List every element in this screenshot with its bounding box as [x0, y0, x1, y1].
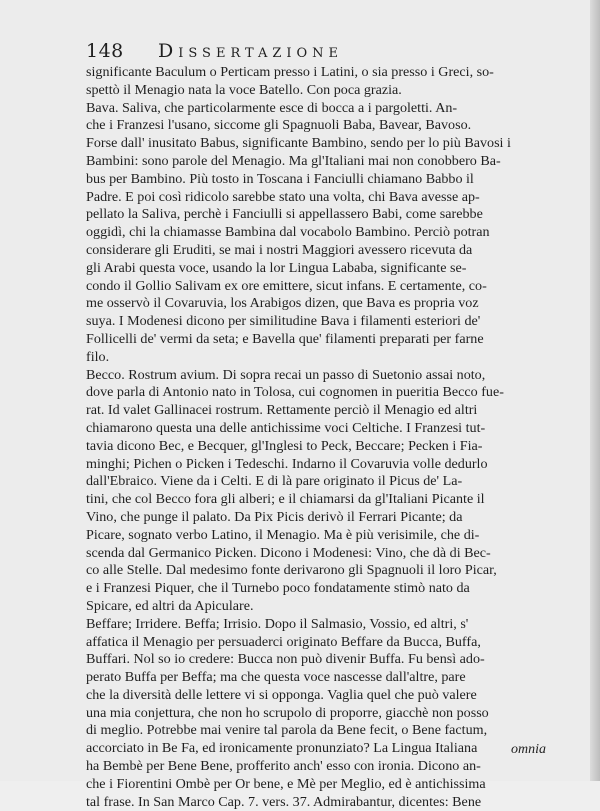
text-line: Spicare, ed altri da Apiculare.	[86, 597, 254, 614]
text-line: dove parla di Antonio nato in Tolosa, cui cognomen in pueritia Becco fue-	[86, 384, 504, 401]
text-line: Buffari. Nol so io credere: Bucca non può divenir Buffa. Fu bensì ado-	[86, 651, 485, 668]
running-title: Dissertazione	[158, 40, 344, 62]
text-line: scenda dal Germanico Picken. Dicono i Modenesi: Vino, che dà di Bec-	[86, 544, 491, 561]
text-line: spettò il Menagio nata la voce Batello. Con poca grazia.	[86, 81, 402, 98]
text-line: affatica il Menagio per persuaderci originato Beffare da Bucca, Buffa,	[86, 633, 481, 650]
paragraph	[86, 367, 556, 616]
text-line: considerare gli Eruditi, se mai i nostri Maggiori avessero ricevuta da	[86, 241, 473, 258]
text-line: Forse dall' inusitato Babus, significante Bambino, sendo per lo più Bavosi i	[86, 135, 511, 152]
text-line: Vino, che punge il palato. Da Pix Picis derivò il Ferrari Picante; da	[86, 508, 463, 525]
catchword: omnia	[511, 742, 546, 757]
text-line: una mia conjettura, che non ho scrupolo di proporre, giacchè non posso	[86, 704, 489, 721]
text-line: ha Bembè per Bene Bene, profferito anch' esso con ironia. Dicono an-	[86, 758, 481, 775]
text-line: condo il Gollio Salivam ex ore emittere, sicut infans. E certamente, co-	[86, 277, 487, 294]
text-line: Bava. Saliva, che particolarmente esce di bocca a i pargoletti. An-	[86, 99, 458, 116]
text-line: di meglio. Potrebbe mai venire tal parola da Bene fecit, o Bene factum,	[86, 722, 488, 739]
text-line: Padre. E poi così ridicolo sarebbe stato una volta, chi Bava avesse ap-	[86, 188, 480, 205]
text-line: che i Fiorentini Ombè per Or bene, e Mè per Meglio, ed è antichissima	[86, 775, 486, 792]
text-line: me osservò il Covaruvia, los Arabigos dizen, que Bava es propria voz	[86, 295, 479, 312]
text-line: oggidì, chi la chiamasse Bambina dal vocabolo Bambino. Perciò potran	[86, 224, 490, 241]
text-line: filo.	[86, 348, 110, 365]
text-line: co alle Stelle. Dal medesimo fonte derivarono gli Spagnuoli il loro Picar,	[86, 562, 497, 579]
text-line: tal frase. In San Marco Cap. 7. vers. 37. Admirabantur, dicentes: Bene	[86, 793, 482, 810]
text-line: dall'Ebraico. Viene da i Celti. E di là pare originato il Picus de' La-	[86, 473, 463, 490]
page-header	[86, 32, 556, 60]
text-line: Becco. Rostrum avium. Di sopra recai un passo di Suetonio assai noto,	[86, 366, 486, 383]
text-line: Bambini: sono parole del Menagio. Ma gl'Italiani mai non conobbero Ba-	[86, 152, 501, 169]
text-line: bus per Bambino. Più tosto in Toscana i Fanciulli chiamano Babbo il	[86, 170, 474, 187]
text-line: Picare, sognato verbo Latino, il Menagio. Ma è più verisimile, che di-	[86, 526, 480, 543]
paragraph	[86, 100, 556, 367]
text-line: tini, che col Becco fora gli alberi; e il chiamarsi da gl'Italiani Picante il	[86, 491, 485, 508]
text-line: perato Buffa per Beffa; ma che questa voce nascesse dall'altre, pare	[86, 669, 466, 686]
text-line: pellato la Saliva, perchè i Fanciulli si appellassero Babi, come sarebbe	[86, 206, 483, 223]
text-line: chiamarono questa una delle antichissime voci Celtiche. I Franzesi tut-	[86, 419, 486, 436]
text-line: tavia dicono Bec, e Becquer, gl'Inglesi to Peck, Beccare; Pecken i Fia-	[86, 437, 483, 454]
text-line: che la diversità delle lettere vi si opponga. Vaglia quel che può valere	[86, 686, 477, 703]
page-gutter-shadow	[590, 0, 600, 781]
text-line: rat. Id valet Gallinacei rostrum. Rettamente perciò il Menagio ed altri	[86, 402, 478, 419]
text-line: minghi; Pichen o Picken i Tedeschi. Indarno il Covaruvia volle dedurlo	[86, 455, 488, 472]
text-line: e i Franzesi Piquer, che il Turnebo poco fondatamente stimò nato da	[86, 580, 470, 597]
text-line: gli Arabi questa voce, usando la lor Lingua Lababa, significante se-	[86, 259, 467, 276]
paragraph	[86, 64, 556, 100]
text-line: Beffare; Irridere. Beffa; Irrisio. Dopo il Salmasio, Vossio, ed altri, s'	[86, 615, 469, 632]
paragraph	[86, 616, 556, 811]
text-line: suya. I Modenesi dicono per similitudine Bava i filamenti esteriori de'	[86, 313, 481, 330]
text-line: Follicelli de' vermi da seta; e Bavella que' filamenti preparati per farne	[86, 330, 484, 347]
body-text	[86, 64, 556, 811]
page-number: 148	[86, 40, 124, 62]
text-line: che i Franzesi l'usano, siccome gli Spagnuoli Baba, Bavear, Bavoso.	[86, 117, 472, 134]
text-line: significante Baculum o Perticam presso i Latini, o sia presso i Greci, so-	[86, 64, 494, 80]
text-line: accorciato in Be Fa, ed ironicamente pronunziato? La Lingua Italiana	[86, 740, 478, 757]
